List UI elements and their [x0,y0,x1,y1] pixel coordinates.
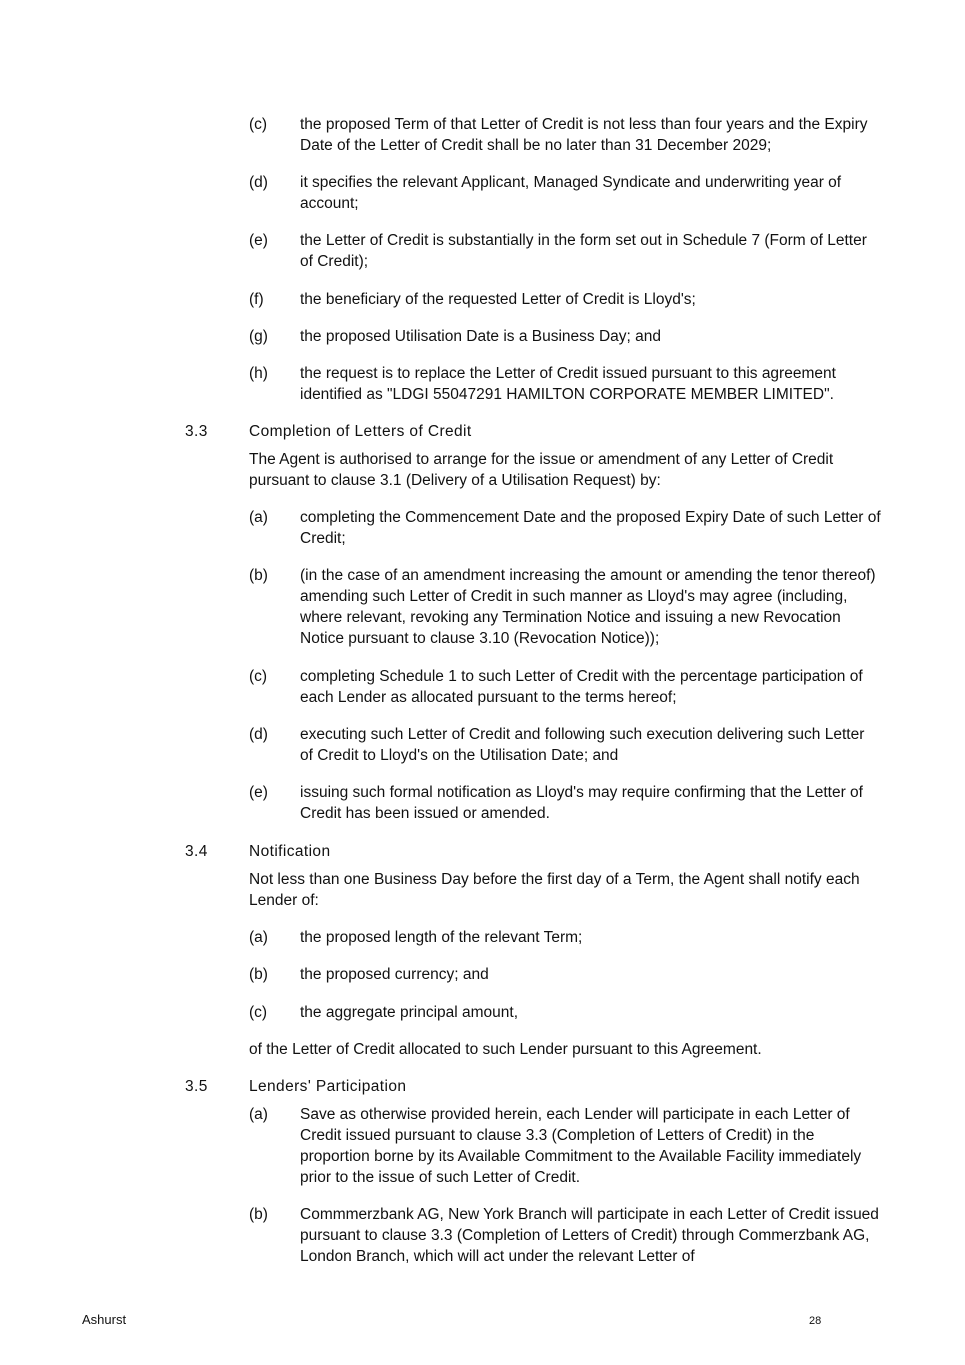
item-label: (d) [249,726,268,743]
item-text: the proposed Utilisation Date is a Business Day; and [300,328,662,345]
section-number: 3.4 [185,843,208,860]
item-label: (b) [249,1206,268,1223]
item-text: the beneficiary of the requested Letter of Credit is Lloyd's; [300,291,696,308]
item-text: the proposed Term of that Letter of Credit is not less than four years and the Expiry Date of the Letter of Credit shall be no later than 31 December 2029; [300,116,868,154]
item-label: (f) [249,291,264,308]
footer-firm-name: Ashurst [82,1312,127,1327]
item-label: (a) [249,929,268,946]
item-label: (g) [249,328,268,345]
page-number: 28 [809,1315,822,1327]
item-text: the Letter of Credit is substantially in the form set out in Schedule 7 (Form of Letter of Credit); [300,232,867,270]
item-label: (a) [249,509,268,526]
item-text: the proposed length of the relevant Term; [300,929,583,946]
item-label: (d) [249,174,268,191]
section-intro: Not less than one Business Day before the first day of a Term, the Agent shall notify each Lender of: [249,871,860,909]
section-closing: of the Letter of Credit allocated to such Lender pursuant to this Agreement. [249,1041,762,1058]
item-label: (b) [249,567,268,584]
item-label: (c) [249,116,268,133]
item-label: (e) [249,784,268,801]
section-intro: The Agent is authorised to arrange for the issue or amendment of any Letter of Credit pursuant to clause 3.1 (Delivery of a Utilisation Request) by: [249,451,834,489]
item-label: (c) [249,1004,268,1021]
item-text: completing the Commencement Date and the proposed Expiry Date of such Letter of Credit; [300,509,881,547]
item-text: (in the case of an amendment increasing the amount or amending the tenor thereof) amending such Letter of Credit in such manner as Lloyd's may agree (including, where relevant, revoking any Termination Notice and issuing a new Revocation Notice pursuant to clause 3.10 (Revocation Notice)); [300,567,876,647]
item-text: Save as otherwise provided herein, each Lender will participate in each Letter of Credit issued pursuant to clause 3.3 (Completion of Letters of Credit) in the proportion borne by its Available Commitment to the Available Facility immediately prior to the issue of such Letter of Credit. [300,1106,862,1186]
section-title: Lenders' Participation [249,1078,407,1095]
section-number: 3.3 [185,423,208,440]
item-label: (c) [249,668,268,685]
item-text: the proposed currency; and [300,966,489,983]
item-text: completing Schedule 1 to such Letter of Credit with the percentage participation of each Lender as allocated pursuant to the terms hereof; [300,668,863,706]
item-label: (h) [249,365,268,382]
item-text: Commmerzbank AG, New York Branch will participate in each Letter of Credit issued pursuant to clause 3.3 (Completion of Letters of Credit) through Commerzbank AG, London Branch, which will act under the relevant Letter of [300,1206,879,1265]
section-title: Completion of Letters of Credit [249,423,472,440]
item-text: executing such Letter of Credit and following such execution delivering such Letter of Credit to Lloyd's on the Utilisation Date; and [300,726,865,764]
item-text: issuing such formal notification as Lloyd's may require confirming that the Letter of Credit has been issued or amended. [300,784,863,822]
section-number: 3.5 [185,1078,208,1095]
item-text: it specifies the relevant Applicant, Managed Syndicate and underwriting year of account; [300,174,842,212]
item-label: (e) [249,232,268,249]
item-label: (b) [249,966,268,983]
section-title: Notification [249,843,331,860]
item-text: the aggregate principal amount, [300,1004,519,1021]
item-text: the request is to replace the Letter of Credit issued pursuant to this agreement identified as "LDGI 55047291 HAMILTON CORPORATE MEMBER LIMITED". [300,365,836,403]
item-label: (a) [249,1106,268,1123]
